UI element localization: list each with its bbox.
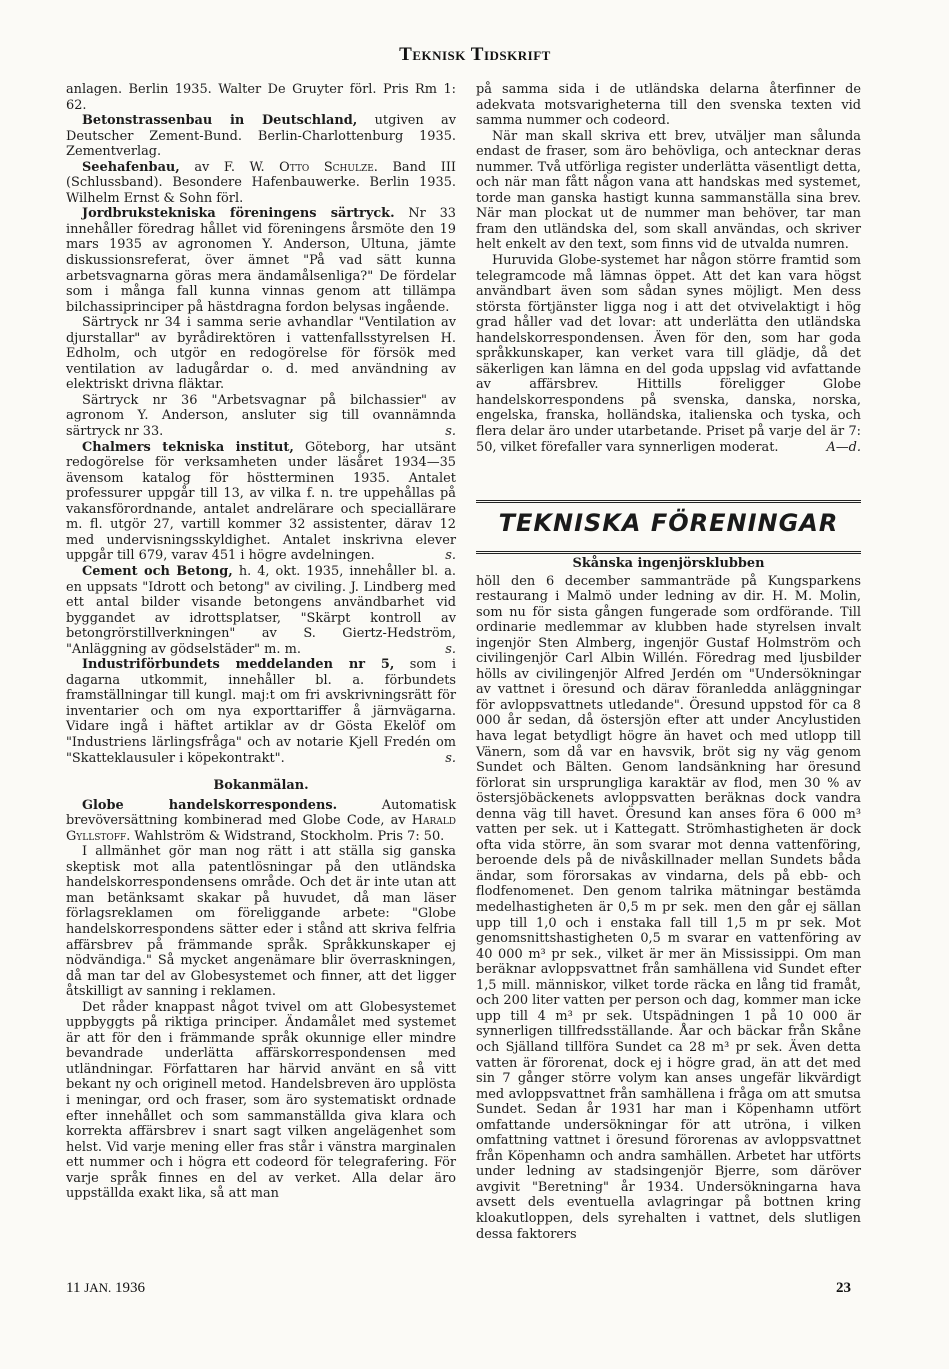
- entry-jordbruk: Jordbrukstekniska föreningens särtryck. Nr 33 innehåller föredrag hållet vid föreningens årsmöte den 19 mars 1935 av agronomen Y. Anderson, Ultuna, jämte diskussionsreferat, över ämnet "På vad sätt kunna arbetsvagnarna göras mera ändamålsenliga?" De fördelar som i många fall kunna vinnas genom att tillämpa bilchassiprinciper på hästdragna fordon belysas ingående.: [66, 206, 456, 315]
- entry-title: Seehafenbau,: [82, 159, 180, 175]
- author-name: Harald Gyllstoff.: [66, 813, 456, 844]
- author-name: Otto Schulze.: [279, 159, 378, 175]
- entry-title: Industriförbundets meddelanden nr 5,: [82, 657, 395, 673]
- paragraph: höll den 6 december sammanträde på Kungsparkens restaurang i Malmö under ledning av dir. H. M. Molin, som nu för sista gången fungerade som ordförande. Till ordinarie medlemmar av klubben hade styrelsen invalt ingenjör Sten Almberg, ingenjör Gustaf Holmström och civilingenjör Carl Albin Willén. Föredrag med ljusbilder hölls av civilingenjör Alfred Jerdén om "Undersökningar av vattnet i öresund och därav föranledda anläggningar för avloppsvattnets utledande". Öresund uppstod för ca 8 000 år sedan, då östersjön efter att under Ancylustiden hava legat betydligt högre än havet och med utlopp till Vänern, som då var en havsvik, bröt sig ny väg genom Sundet och Bälten. Genom landsänkning har öresund förlorat sin ursprungliga karaktär av flod, men 30 % av östersjöbäckenets avloppsvatten beräknas dock vandra denna väg till havet. Öresund kan anses föra 6 000 m³ vatten per sek. ut i Kattegatt. Strömhastigheten är dock ofta vida större, än som svarar mot denna vattenföring, beroende dels på de nivåskillnader mellan Sundets båda ändar, som förorsakas av vindarna, dels på ebb- och flodfenomenet. Den genom talrika mätningar bestämda medelhastigheten är 0,5 m pr sek. men den går ej sällan upp till 1,0 och i enstaka fall till 1,5 m pr sek. Mot genomsnittshastigheten 0,5 m svarar en vattenföring av 40 000 m³ pr sek., vilket är mer än Mississippi. Om man beräknar avloppsvattnet från samhällena vid Sundet efter 1,5 mill. människor, vilket torde räcka en lång tid framåt, och 200 liter vatten per person och dag, kommer man icke upp till 4 m³ pr sek. Utspädningen 1 på 10 000 är synnerligen tillfredsställande. Åar och bäckar från Skåne och Själland tillföra Sundet ca 28 m³ pr sek. Även detta vatten är förorenat, dock ej i högre grad, än att det med sin 7 gånger större volym kan anses ungefär likvärdigt med avloppsvattnet från samhällena i fråga om att smutsa Sundet. Sedan år 1931 har man i Köpenhamn utfört omfattande undersökningar för att utröna, i vilken omfattning vattnet i öresund förorenas av avloppsvattnet från Köpenhamn och andra samhällen. Arbetet har utförts under ledning av stadsingenjör Bjerre, som däröver avgivit "Beretning" år 1934. Undersökningarna hava avsett dels eventuella avlagringar på bottnen kring kloakutloppen, dels syrehalten i vattnet, dels slutligen dessa faktorers: [476, 573, 861, 1242]
- entry-title: Chalmers tekniska institut,: [82, 439, 294, 455]
- section-title: TEKNISKA FÖRENINGAR: [498, 509, 839, 537]
- paragraph: Det råder knappast något tvivel om att Globesystemet uppbyggts på riktiga principer. Ändamålet med systemet är att för den i främmande språk okunnige eller mindre bevandrade underlätta affärskorrespondensen med utländningar. Författaren har härvid använt en så vitt bekant ny och originell metod. Handelsbreven äro upplösta i meningar, ord och fraser, som äro systematiskt ordnade efter innehållet och som sammanställda giva klara och korrekta affärsbrev i snart sagt vilken angelägenhet som helst. Vid varje mening eller fras står i vänstra marginalen ett nummer och i högra ett codeord för telegrafering. För varje språk finnes en del av verket. Alla delar äro uppställda exakt lika, så att man: [66, 999, 456, 1202]
- club-heading: Skånska ingenjörsklubben: [572, 556, 765, 571]
- masthead: Teknisk Tidskrift: [399, 44, 551, 65]
- paragraph: Särtryck nr 34 i samma serie avhandlar "Ventilation av djurstallar" av byrådirektören i vattenfallsstyrelsen H. Edholm, och utgör en redogörelse för försök med ventilation av ladugårdar o. d. med användning av elektriskt drivna fläktar.: [66, 315, 456, 393]
- left-column: [66, 82, 456, 1202]
- entry-seehafenbau: Seehafenbau, av F. W. Otto Schulze. Band III (Schlussband). Besondere Hafenbauwerke. Berlin 1935. Wilhelm Ernst & Sohn förl.: [66, 159, 457, 206]
- paragraph: När man skall skriva ett brev, utväljer man sålunda endast de fraser, som äro behövliga, och antecknar deras nummer. Två utförliga register underlätta väsentligt detta, och när man fått någon vana att handskas med systemet, torde man ganska hastigt kunna sammanställa sina brev. När man plockat ut de nummer man behöver, tar man fram den utländska del, som skall användas, och skriver helt enkelt av den text, som finns vid de utvalda numren.: [476, 128, 861, 253]
- signature: s.: [445, 548, 456, 564]
- entry-title: Betonstrassenbau in Deutschland,: [82, 113, 358, 129]
- section-banner: [476, 500, 861, 554]
- entry-title: Globe handelskorrespondens.: [82, 797, 338, 813]
- paragraph: Huruvida Globe-systemet har någon större framtid som telegramcode må lämnas öppet. Att det kan vara högst användbart även som sådan synes möjligt. Men dess största förtjänster ligga nog i att det otvivelaktigt i hög grad håller vad det lovar: att underlätta den utländska handelskorrespondensen. Även för den, som har goda språkkunskaper, kan verket vara till glädje, då det säkerligen kan lämna en del goda uppslag vid avfattande av affärsbrev. Hittills föreligger Globe handelskorrespondens på svenska, danska, norska, engelska, franska, holländska, italienska och tyska, och flera delar äro under utarbetande. Priset på varje del är 7: 50, vilket förefaller vara synnerligen moderat. A—d.: [476, 253, 861, 455]
- page-number: 23: [836, 1280, 851, 1296]
- paragraph: I allmänhet gör man nog rätt i att ställa sig ganska skeptisk mot alla patentlösningar på den utländska handelskorrespondensens område. Och det är inte utan att man betänksamt skakar på huvudet, då man läser förlagsreklamen om föreliggande arbete: "Globe handelskorrespondens sätter eder i stånd att skriva felfria affärsbrev på främmande språk. Språkkunskaper ej nödvändiga." Så mycket angenämare blir överraskningen, då man tar del av Globesystemet och finner, att det ligger åtskilligt av sanning i reklamen.: [66, 844, 456, 1000]
- signature: s.: [445, 750, 456, 766]
- paragraph: Särtryck nr 36 "Arbetsvagnar på bilchassier" av agronom Y. Anderson, ansluter sig till ovannämnda särtryck nr 33. s.: [66, 392, 456, 440]
- signature: A—d.: [826, 439, 861, 455]
- review-heading: Bokanmälan.: [213, 778, 309, 794]
- entry-title: Jordbrukstekniska föreningens särtryck.: [82, 206, 395, 222]
- right-column-bottom: [476, 556, 861, 1242]
- paragraph: på samma sida i de utländska delarna återfinner de adekvata motsvarigheterna till den svenska texten vid samma nummer och codeord.: [476, 82, 861, 129]
- issue-date: 11 JAN. 1936: [66, 1280, 146, 1296]
- signature: s.: [445, 424, 456, 440]
- entry-title: Cement och Betong,: [82, 563, 233, 579]
- review-entry: Globe handelskorrespondens. Automatisk brevöversättning kombinerad med Globe Code, av Harald Gyllstoff. Wahlström & Widstrand, Stockholm. Pris 7: 50.: [66, 797, 456, 844]
- entry-betonstrassenbau: Betonstrassenbau in Deutschland, utgiven av Deutscher Zement-Bund. Berlin-Charlottenburg 1935. Zementverlag.: [66, 113, 456, 160]
- entry-cement-betong: Cement och Betong, h. 4, okt. 1935, innehåller bl. a. en uppsats "Idrott och betong" av civiling. J. Lindberg med ett antal bilder visande betongens användbarhet vid byggandet av idrottsplatser, "Skärpt kontroll av betongrörstillverkningen" av S. Giertz-Hedström, "Anläggning av gödselstäder" m. m. s.: [66, 563, 456, 657]
- right-column-top: [476, 82, 861, 455]
- paragraph: anlagen. Berlin 1935. Walter De Gruyter förl. Pris Rm 1: 62.: [66, 82, 456, 113]
- entry-industriforbundet: Industriförbundets meddelanden nr 5, som i dagarna utkommit, innehåller bl. a. förbundets framställningar till kungl. maj:t om fri avskrivningsrätt för inventarier och om nya exporttariffer å järnvägarna. Vidare ingå i häftet artiklar av dr Gösta Ekelöf om "Industriens lärlingsfråga" och av notarie Kjell Fredén om "Skatteklausuler i köpekontrakt". s.: [66, 657, 456, 766]
- signature: s.: [445, 641, 456, 657]
- entry-chalmers: Chalmers tekniska institut, Göteborg, har utsänt redogörelse för verksamheten under läsåret 1934—35 ävensom katalog för höstterminen 1935. Antalet professurer uppgår till 13, av vilka f. n. tre uppehållas på vakansförordnande, antalet andrelärare och speciallärare m. fl. utgör 27, vartill kommer 32 assistenter, därav 12 med undervisningsskyldighet. Antalet inskrivna elever uppgår till 679, varav 451 i högre avdelningen. s.: [66, 439, 456, 564]
